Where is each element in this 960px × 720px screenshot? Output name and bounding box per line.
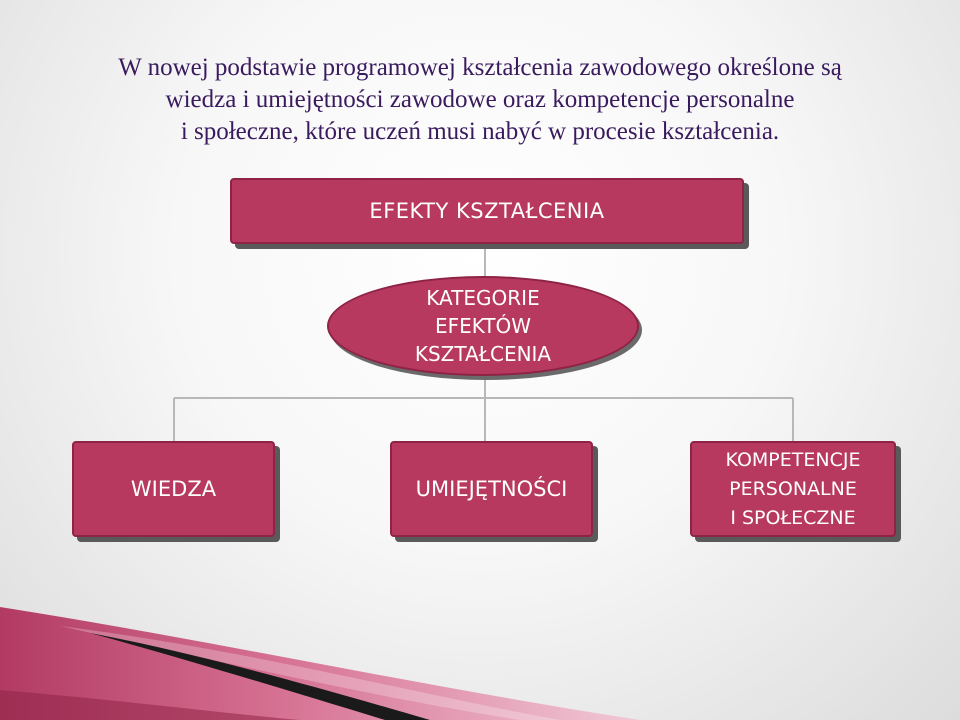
kompetencje-box: [690, 441, 896, 537]
efekty-ksztalcenia-label: EFEKTY KSZTAŁCENIA: [369, 199, 605, 223]
umiejetnosci-box: [390, 441, 593, 537]
intro-line-1: W nowej podstawie programowej kształcenia zawodowego określone są: [118, 54, 842, 81]
wiedza-label: WIEDZA: [130, 477, 217, 501]
intro-line-3: i społeczne, które uczeń musi nabyć w procesie kształcenia.: [180, 118, 780, 145]
umiejetnosci-label: UMIEJĘTNOŚCI: [415, 477, 568, 501]
kategorie-efektow-ellipse: [327, 276, 639, 376]
ellipse-line-2: EFEKTÓW: [434, 314, 532, 338]
ellipse-line-1: KATEGORIE: [426, 286, 540, 310]
kompetencje-line-3: I SPOŁECZNE: [730, 506, 856, 529]
intro-line-2: wiedza i umiejętności zawodowe oraz kompetencje personalne: [165, 86, 795, 113]
efekty-ksztalcenia-box: [230, 178, 744, 244]
kompetencje-line-1: KOMPETENCJE: [725, 448, 861, 471]
kompetencje-line-2: PERSONALNE: [729, 477, 857, 500]
wiedza-box: [72, 441, 275, 537]
intro-text: [40, 52, 920, 148]
ellipse-line-3: KSZTAŁCENIA: [414, 342, 552, 366]
